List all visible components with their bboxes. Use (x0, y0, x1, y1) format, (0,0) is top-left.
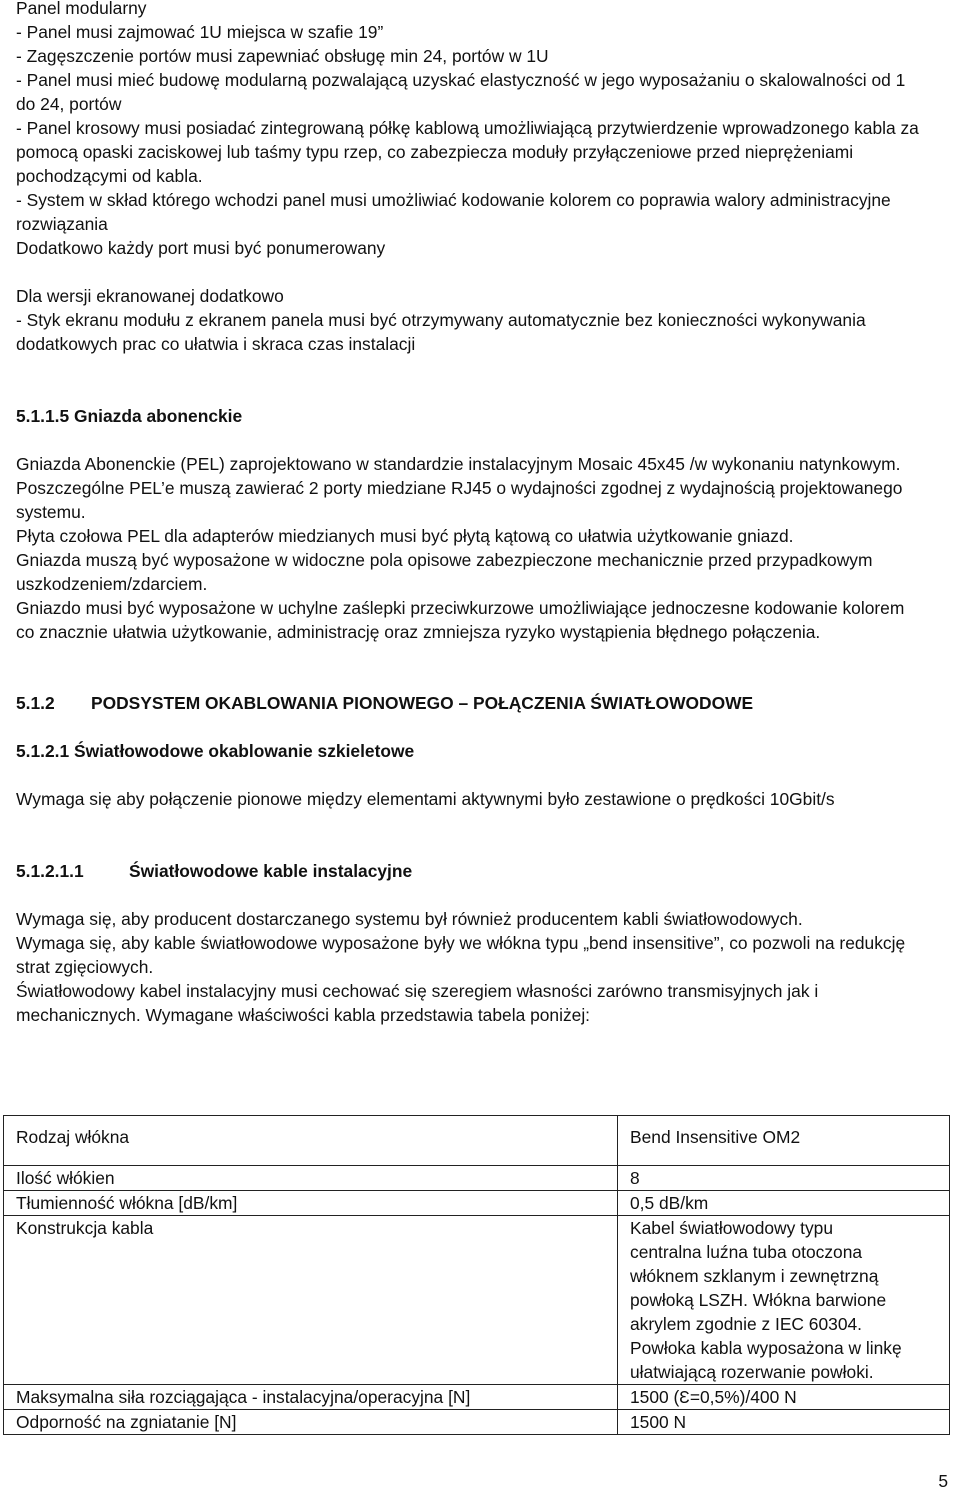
paragraph: Gniazdo musi być wyposażone w uchylne zaślepki przeciwkurzowe umożliwiające jednoczesne kodowanie kolorem co znacznie ułatwia użytkowanie, administrację oraz zmniejsza ryzyko wystąpienia błędnego połączenia. (16, 598, 905, 642)
table-row (4, 1116, 950, 1166)
section-title: Światłowodowe kable instalacyjne (129, 861, 413, 881)
panel-item: - Panel musi mieć budowę modularną pozwalającą uzyskać elastyczność w jego wyposażaniu o skalowalności od 1 do 24, portów (16, 70, 906, 114)
paragraph: Światłowodowy kabel instalacyjny musi cechować się szeregiem własności zarówno transmisyjnych jak i mechanicznych. Wymagane właściwości kabla przedstawia tabela poniżej: (16, 981, 819, 1025)
paragraph: Wymaga się aby połączenie pionowe między elementami aktywnymi było zestawione o prędkości 10Gbit/s (16, 789, 835, 809)
table-cell-value: 8 (618, 1166, 950, 1191)
section-number: 5.1.1.5 (16, 406, 70, 426)
section-heading (16, 691, 753, 715)
table-cell-label: Tłumienność włókna [dB/km] (4, 1191, 618, 1216)
panel-item: Dodatkowo każdy port musi być ponumerowany (16, 238, 386, 258)
table-row (4, 1410, 950, 1435)
panel-item: - Zagęszczenie portów musi zapewniać obsługę min 24, portów w 1U (16, 46, 549, 66)
table-cell-label: Odporność na zgniatanie [N] (4, 1410, 618, 1435)
paragraph: Płyta czołowa PEL dla adapterów miedzianych musi być płytą kątową co ułatwia użytkowanie gniazd. (16, 526, 794, 546)
panel-item: - Panel musi zajmować 1U miejsca w szafie 19” (16, 22, 384, 42)
table-row (4, 1216, 950, 1385)
paragraph: Wymaga się, aby producent dostarczanego systemu był również producentem kabli światłowodowych. (16, 909, 803, 929)
table-cell-label: Maksymalna siła rozciągająca - instalacyjna/operacyjna [N] (4, 1385, 618, 1410)
cable-properties-table (3, 1115, 950, 1435)
table-row (4, 1191, 950, 1216)
table-row (4, 1385, 950, 1410)
table-cell-value: 0,5 dB/km (618, 1191, 950, 1216)
section-title: Gniazda abonenckie (74, 406, 243, 426)
section-heading (16, 404, 242, 428)
section-title: Światłowodowe okablowanie szkieletowe (74, 741, 415, 761)
page-number: 5 (938, 1471, 948, 1491)
table-cell-value: 1500 (Ɛ=0,5%)/400 N (618, 1385, 950, 1410)
section-number: 5.1.2.1.1 (16, 861, 84, 881)
table-cell-label: Ilość włókien (4, 1166, 618, 1191)
table-cell-label: Konstrukcja kabla (4, 1216, 618, 1385)
panel-item: - System w skład którego wchodzi panel musi umożliwiać kodowanie kolorem co poprawia walory administracyjne rozwiązania (16, 190, 891, 234)
paragraph: Gniazda Abonenckie (PEL) zaprojektowano w standardzie instalacyjnym Mosaic 45x45 /w wykonaniu natynkowym. Poszczególne PEL’e muszą zawierać 2 porty miedziane RJ45 o wydajności zgodnej z wydajnością projektowanego systemu. (16, 454, 903, 522)
paragraph: Gniazda muszą być wyposażone w widoczne pola opisowe zabezpieczone mechanicznie przed przypadkowym uszkodzeniem/zdarciem. (16, 550, 873, 594)
section-heading (16, 859, 412, 883)
panel-item: - Panel krosowy musi posiadać zintegrowaną półkę kablową umożliwiającą przytwierdzenie wprowadzonego kabla za pomocą opaski zaciskowej lub taśmy typu rzep, co zabezpiecza moduły przyłączeniowe przed nieprężeniami pochodzącymi od kabla. (16, 118, 919, 186)
section-number: 5.1.2 (16, 693, 55, 713)
section-heading (16, 739, 414, 763)
paragraph: Wymaga się, aby kable światłowodowe wyposażone były we włókna typu „bend insensitive”, co pozwoli na redukcję strat zgięciowych. (16, 933, 906, 977)
shielded-heading: Dla wersji ekranowanej dodatkowo (16, 286, 284, 306)
section-title: PODSYSTEM OKABLOWANIA PIONOWEGO – POŁĄCZENIA ŚWIATŁOWODOWE (91, 693, 754, 713)
table-row (4, 1166, 950, 1191)
table-cell-value: 1500 N (618, 1410, 950, 1435)
section-number: 5.1.2.1 (16, 741, 70, 761)
shielded-item: - Styk ekranu modułu z ekranem panela musi być otrzymywany automatycznie bez konieczności wykonywania dodatkowych prac co ułatwia i skraca czas instalacji (16, 310, 866, 354)
table-cell-label: Rodzaj włókna (4, 1116, 618, 1166)
table-cell-value: Bend Insensitive OM2 (618, 1116, 950, 1166)
table-cell-value: Kabel światłowodowy typu centralna luźna tuba otoczona włóknem szklanym i zewnętrzną powłoką LSZH. Włókna barwione akrylem zgodnie z IEC 60304. Powłoka kabla wyposażona w linkę ułatwiającą rozerwanie powłoki. (618, 1216, 950, 1385)
panel-heading: Panel modularny (16, 0, 147, 18)
